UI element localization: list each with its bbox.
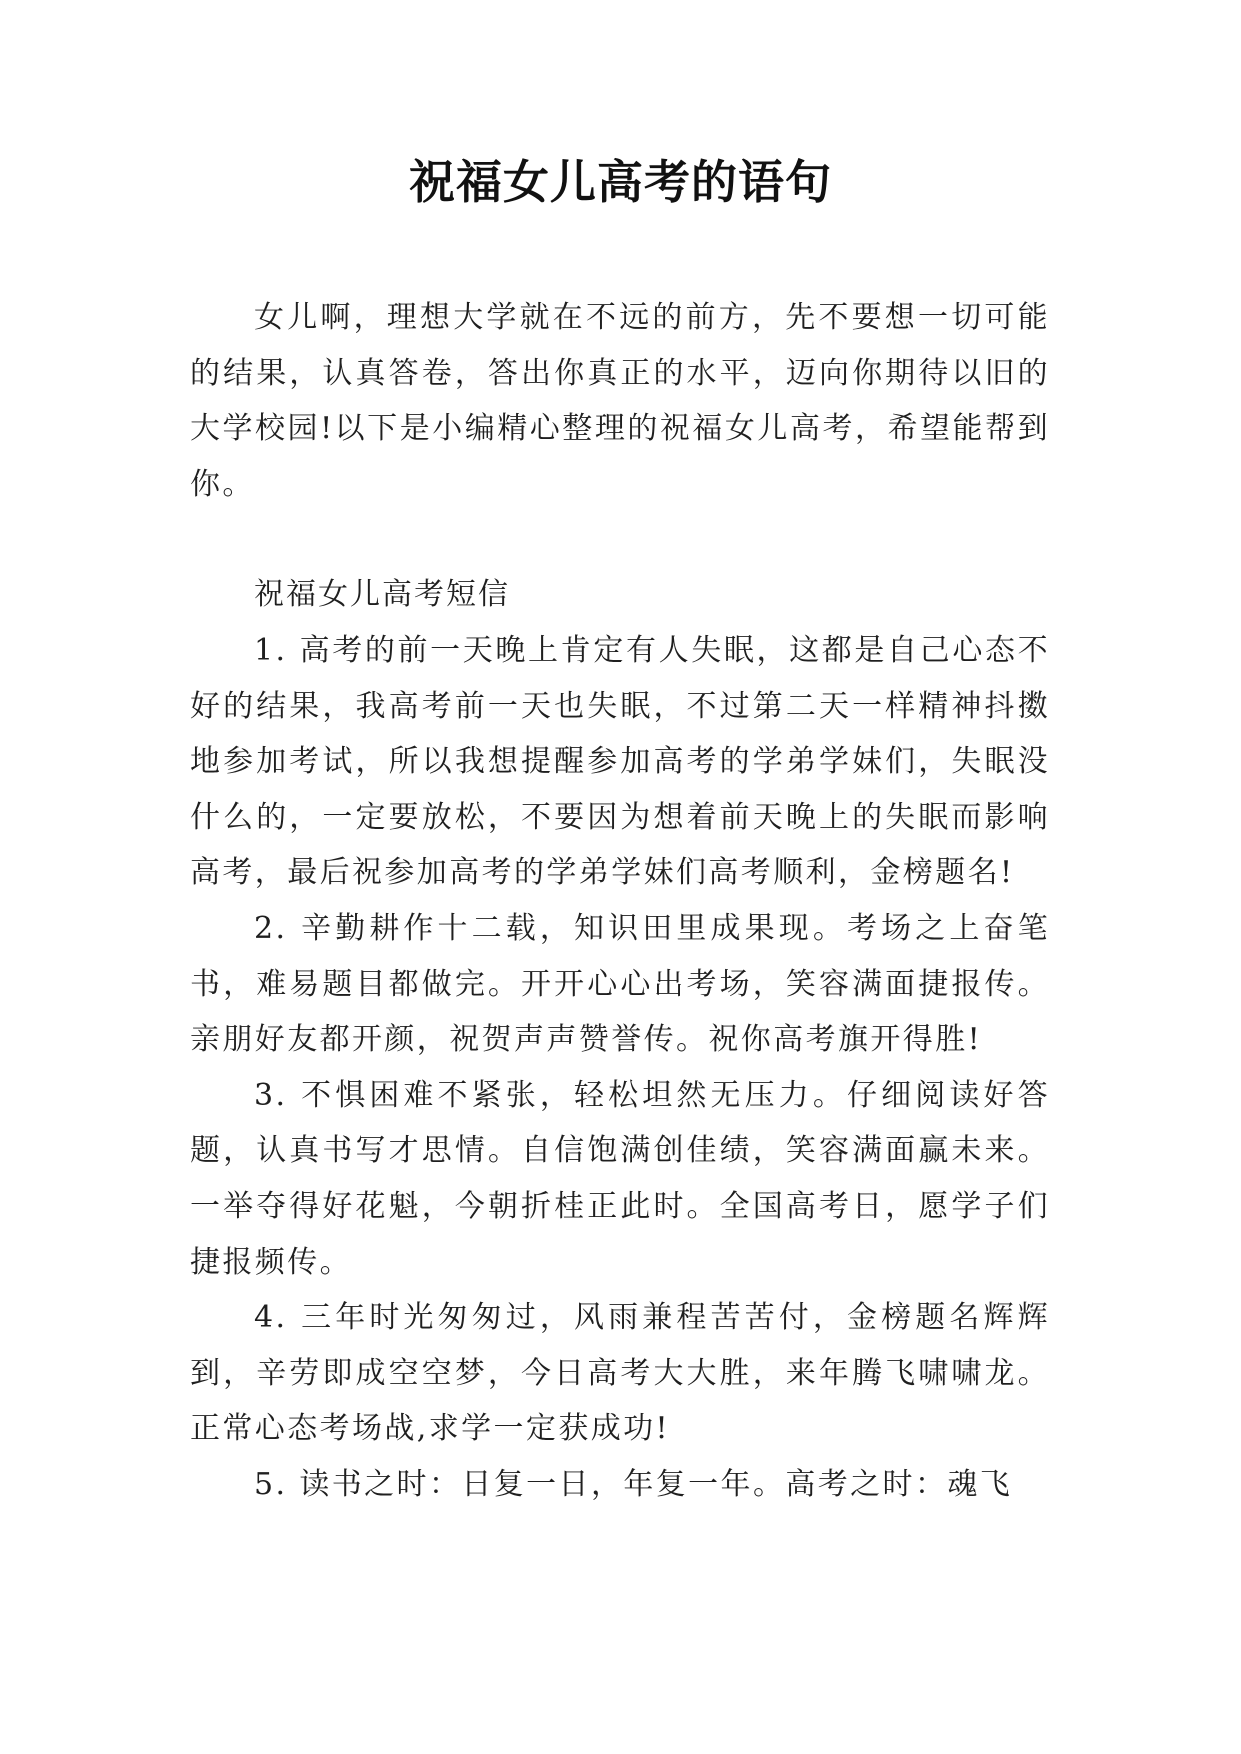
list-item: 2. 辛勤耕作十二载，知识田里成果现。考场之上奋笔书，难易题目都做完。开开心心出考场，笑容满面捷报传。亲朋好友都开颜，祝贺声声赞誉传。祝你高考旗开得胜! [190,910,1050,1058]
document-body [190,290,1050,1512]
section-heading: 祝福女儿高考短信 [254,577,510,613]
intro-paragraph: 女儿啊，理想大学就在不远的前方，先不要想一切可能的结果，认真答卷，答出你真正的水平，迈向你期待以旧的大学校园!以下是小编精心整理的祝福女儿高考，希望能帮到你。 [190,300,1050,502]
list-item: 3. 不惧困难不紧张，轻松坦然无压力。仔细阅读好答题，认真书写才思情。自信饱满创佳绩，笑容满面赢未来。一举夺得好花魁，今朝折桂正此时。全国高考日，愿学子们捷报频传。 [190,1077,1050,1280]
list-item: 5. 读书之时：日复一日，年复一年。高考之时：魂飞 [254,1466,1013,1502]
list-item: 1. 高考的前一天晚上肯定有人失眠，这都是自己心态不好的结果，我高考前一天也失眠，不过第二天一样精神抖擞地参加考试，所以我想提醒参加高考的学弟学妹们，失眠没什么的，一定要放松，不要因为想着前天晚上的失眠而影响高考，最后祝参加高考的学弟学妹们高考顺利，金榜题名! [190,632,1050,891]
list-item: 4. 三年时光匆匆过，风雨兼程苦苦付，金榜题名辉辉到，辛劳即成空空梦，今日高考大大胜，来年腾飞啸啸龙。正常心态考场战,求学一定获成功! [190,1300,1050,1447]
document-title: 祝福女儿高考的语句 [409,155,832,209]
